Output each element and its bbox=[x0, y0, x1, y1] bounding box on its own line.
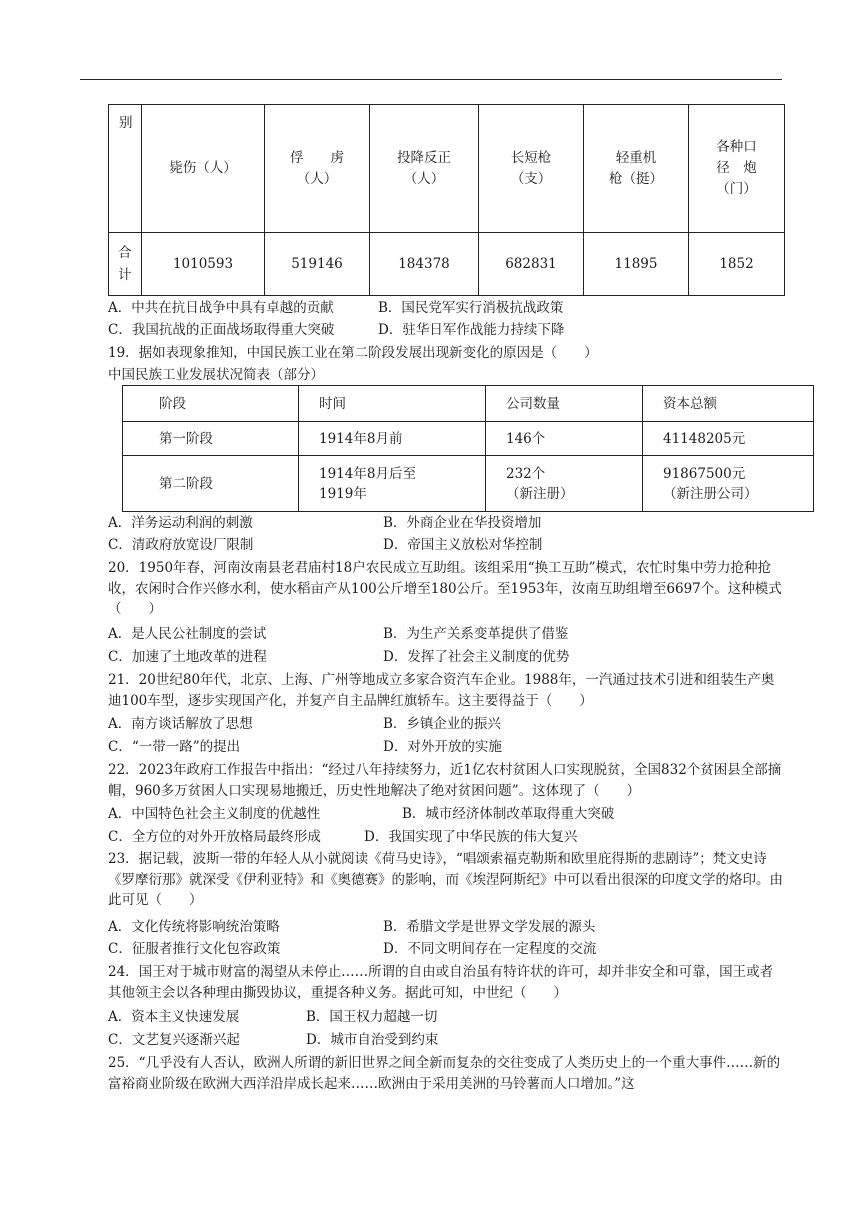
q20-option-d: D．发挥了社会主义制度的优势 bbox=[383, 649, 570, 665]
header-rifles: 长短枪 （支） bbox=[479, 105, 584, 233]
q21-option-b: B．乡镇企业的振兴 bbox=[383, 716, 501, 732]
q21-stem: 21．20世纪80年代，北京、上海、广州等地成立多家合资汽车企业。1988年，一汽通过技术引进和组装生产奥迪100车型，逐步实现国产化，并复产自主品牌红旗轿车。这主要得益于（ ） bbox=[108, 672, 775, 709]
q19-option-b: B．外商企业在华投资增加 bbox=[383, 515, 542, 531]
cell-capital: 91867500元 （新注册公司） bbox=[643, 456, 814, 512]
q23-option-b: B．希腊文学是世界文学发展的源头 bbox=[383, 919, 596, 935]
header-machine-guns: 轻重机 枪（挺） bbox=[584, 105, 689, 233]
value-artillery: 1852 bbox=[689, 233, 785, 296]
q22-option-c: C．全方位的对外开放格局最终形成 bbox=[108, 829, 321, 845]
q22-option-b: B．城市经济体制改革取得重大突破 bbox=[402, 806, 615, 822]
q20-option-b: B．为生产关系变革提供了借鉴 bbox=[383, 626, 569, 642]
q18-option-b: B．国民党军实行消极抗战政策 bbox=[378, 300, 564, 316]
value-prisoners: 519146 bbox=[265, 233, 370, 296]
value-rifles: 682831 bbox=[479, 233, 584, 296]
table-header-row bbox=[123, 386, 814, 422]
cell-time: 1914年8月前 bbox=[299, 422, 486, 456]
header-prisoners: 俘 虏 （人） bbox=[265, 105, 370, 233]
value-surrendered: 184378 bbox=[370, 233, 479, 296]
q23-stem: 23．据记载，波斯一带的年轻人从小就阅读《荷马史诗》，“唱颂索福克勒斯和欧里庇得斯的悲剧诗”；梵文史诗《罗摩衍那》就深受《伊利亚特》和《奥德赛》的影响，而《埃涅阿斯纪》中可以看出很深的印度文学的烙印。由此可见（ ） bbox=[108, 851, 783, 908]
table-header-row bbox=[109, 105, 785, 233]
q21-option-d: D．对外开放的实施 bbox=[383, 739, 502, 755]
header-company-count: 公司数量 bbox=[486, 386, 643, 422]
header-stage: 阶段 bbox=[123, 386, 299, 422]
q21-option-a: A．南方谈话解放了思想 bbox=[108, 716, 253, 732]
q21-option-c: C．“一带一路”的提出 bbox=[108, 739, 241, 755]
q24-option-b: B．国王权力超越一切 bbox=[306, 1009, 438, 1025]
q24-option-a: A．资本主义快速发展 bbox=[108, 1009, 240, 1025]
q23-option-a: A．文化传统将影响统治策略 bbox=[108, 919, 280, 935]
cell-company-count: 146个 bbox=[486, 422, 643, 456]
cell-company-count: 232个 （新注册） bbox=[486, 456, 643, 512]
q23-option-c: C．征服者推行文化包容政策 bbox=[108, 941, 281, 957]
q19-option-d: D．帝国主义放松对华控制 bbox=[383, 537, 543, 553]
q19-stem: 19．据如表现象推知，中国民族工业在第二阶段发展出现新变化的原因是（ ） bbox=[108, 345, 598, 361]
table-corner-cell: 别 bbox=[109, 105, 142, 233]
q20-stem: 20．1950年春，河南汝南县老君庙村18户农民成立互助组。该组采用“换工互助”模式，农忙时集中劳力抢种抢收，农闲时合作兴修水利，使水稻亩产从100公斤增至180公斤。至1953年，汝南互助组增至6697个。这种模式（ ） bbox=[108, 560, 782, 617]
q22-option-a: A．中国特色社会主义制度的优越性 bbox=[108, 806, 321, 822]
cell-capital: 41148205元 bbox=[643, 422, 814, 456]
value-machine-guns: 11895 bbox=[584, 233, 689, 296]
q19-option-a: A．洋务运动利润的刺激 bbox=[108, 515, 253, 531]
q20-option-a: A．是人民公社制度的尝试 bbox=[108, 626, 267, 642]
cell-time: 1914年8月后至 1919年 bbox=[299, 456, 486, 512]
q19-table-title: 中国民族工业发展状况简表（部分） bbox=[108, 367, 324, 383]
table-row bbox=[109, 233, 785, 296]
cell-stage: 第一阶段 bbox=[123, 422, 299, 456]
header-time: 时间 bbox=[299, 386, 486, 422]
q24-stem: 24．国王对于城市财富的渴望从未停止……所谓的自由或自治虽有特许状的许可，却并非安全和可靠，国王或者其他领主会以各种理由撕毁协议，重提各种义务。据此可知，中世纪（ ） bbox=[108, 964, 774, 1001]
value-casualties: 1010593 bbox=[142, 233, 265, 296]
sum-label: 合计 bbox=[109, 233, 142, 296]
q22-stem: 22．2023年政府工作报告中指出：“经过八年持续努力，近1亿农村贫困人口实现脱贫，全国832个贫困县全部摘帽，960多万贫困人口实现易地搬迁，历史性地解决了绝对贫困问题”。这体现了（ ） bbox=[108, 762, 782, 799]
battle-results-table bbox=[108, 104, 785, 296]
table-row bbox=[123, 456, 814, 512]
q20-option-c: C．加速了土地改革的进程 bbox=[108, 649, 267, 665]
q19-option-c: C．清政府放宽设厂限制 bbox=[108, 537, 254, 553]
q22-option-d: D．我国实现了中华民族的伟大复兴 bbox=[364, 829, 578, 845]
q23-option-d: D．不同文明间存在一定程度的交流 bbox=[383, 941, 597, 957]
table-row bbox=[123, 422, 814, 456]
header-rule bbox=[80, 79, 782, 80]
header-casualties: 毙伤（人） bbox=[142, 105, 265, 233]
q25-stem: 25．“几乎没有人否认，欧洲人所谓的新旧世界之间全新而复杂的交往变成了人类历史上的一个重大事件……新的富裕商业阶级在欧洲大西洋沿岸成长起来……欧洲由于采用美洲的马铃薯而人口增加。”这 bbox=[108, 1055, 781, 1092]
q24-option-d: D．城市自治受到约束 bbox=[306, 1032, 439, 1048]
q24-option-c: C．文艺复兴逐渐兴起 bbox=[108, 1032, 240, 1048]
header-capital: 资本总额 bbox=[643, 386, 814, 422]
q18-option-d: D．驻华日军作战能力持续下降 bbox=[378, 322, 565, 338]
header-artillery: 各种口 径 炮 （门） bbox=[689, 105, 785, 233]
q18-option-a: A．中共在抗日战争中具有卓越的贡献 bbox=[108, 300, 334, 316]
cell-stage: 第二阶段 bbox=[123, 456, 299, 512]
q18-option-c: C．我国抗战的正面战场取得重大突破 bbox=[108, 322, 335, 338]
header-surrendered: 投降反正 （人） bbox=[370, 105, 479, 233]
industry-table bbox=[122, 385, 814, 512]
